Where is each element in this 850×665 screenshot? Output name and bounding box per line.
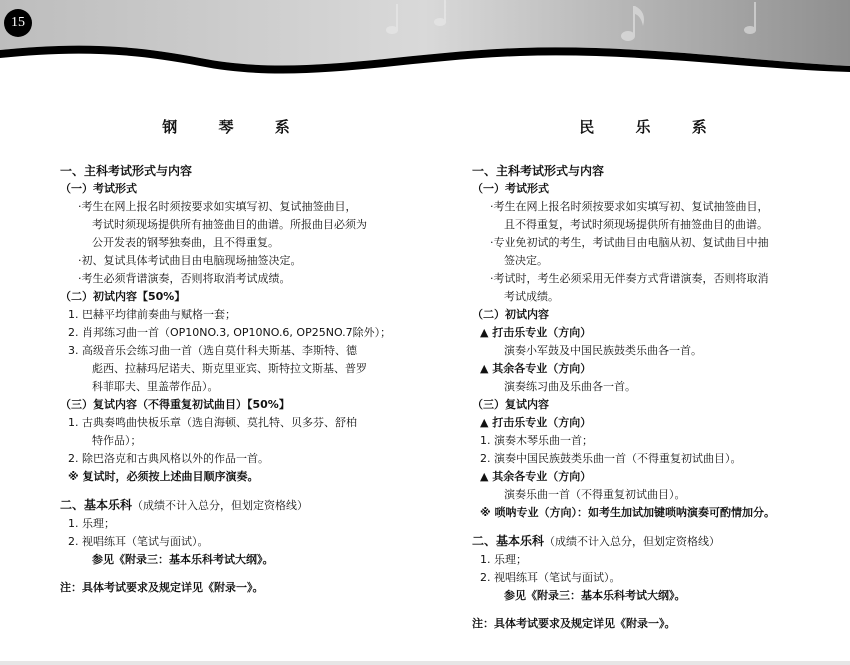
section-heading-row	[472, 532, 832, 551]
list-item: 2. 肖邦练习曲一首（OP10NO.3, OP10NO.6, OP25NO.7除外）；	[68, 326, 392, 339]
section-heading: 一、主科考试形式与内容	[60, 164, 193, 178]
text-line: 演奏乐曲一首（不得重复初试曲目）。	[504, 488, 686, 501]
page-number: 15	[4, 9, 32, 37]
list-item: 3. 高级音乐会练习曲一首（选自莫什科夫斯基、李斯特、德	[68, 344, 357, 357]
list-item: 2. 除巴洛克和古典风格以外的作品一首。	[68, 452, 269, 465]
list-item: 2. 视唱练耳（笔试与面试）。	[68, 535, 209, 548]
section-heading-note: （成绩不计入总分，但划定资格线）	[544, 535, 721, 548]
section-heading: 一、主科考试形式与内容	[472, 164, 605, 178]
text-line: 公开发表的钢琴独奏曲，且不得重复。	[92, 236, 279, 249]
list-item: 1. 巴赫平均律前奏曲与赋格一套；	[68, 308, 236, 321]
piano-department-title: 钢 琴 系	[162, 118, 308, 136]
text-line: 科菲耶夫、里盖蒂作品）。	[92, 380, 219, 393]
text-line: ·考生在网上报名时须按要求如实填写初、复试抽签曲目，	[490, 200, 769, 213]
subsection-heading: （二）初试内容	[472, 308, 549, 321]
triangle-heading: ▲ 打击乐专业（方向）	[480, 326, 592, 339]
subsection-heading: （一）考试形式	[472, 182, 549, 195]
text-line: ·专业免初试的考生，考试曲目由电脑从初、复试曲目中抽	[490, 236, 769, 249]
reference-line: 参见《附录三：基本乐科考试大纲》。	[92, 553, 274, 566]
footnote: 注：具体考试要求及规定详见《附录一》。	[472, 617, 676, 630]
list-item: 2. 演奏中国民族鼓类乐曲一首（不得重复初试曲目）。	[480, 452, 742, 465]
list-item: 1. 演奏木琴乐曲一首；	[480, 434, 593, 447]
list-item: 1. 乐理；	[68, 517, 115, 530]
subsection-heading: （三）复试内容（不得重复初试曲目）【50%】	[60, 398, 290, 411]
footnote: 注：具体考试要求及规定详见《附录一》。	[60, 581, 264, 594]
header-banner	[0, 0, 850, 80]
section-heading: 二、基本乐科	[472, 534, 545, 548]
text-line: 演奏练习曲及乐曲各一首。	[504, 380, 636, 393]
triangle-heading: ▲ 打击乐专业（方向）	[480, 416, 592, 429]
note-line: ※ 复试时，必须按上述曲目顺序演奏。	[68, 470, 259, 483]
folk-music-department-column	[472, 118, 832, 633]
triangle-heading: ▲ 其余各专业（方向）	[480, 362, 592, 375]
text-line: ·考试时，考生必须采用无伴奏方式背谱演奏，否则将取消	[490, 272, 769, 285]
text-line: 彪西、拉赫玛尼诺夫、斯克里亚宾、斯特拉文斯基、普罗	[92, 362, 367, 375]
list-item: 1. 乐理；	[480, 553, 527, 566]
text-line: 考试时须现场提供所有抽签曲目的曲谱。所报曲目必须为	[92, 218, 367, 231]
list-item: 1. 古典奏鸣曲快板乐章（选自海顿、莫扎特、贝多芬、舒柏	[68, 416, 357, 429]
section-heading: 二、基本乐科	[60, 498, 133, 512]
text-line: 签决定。	[504, 254, 548, 267]
text-line: 且不得重复，考试时须现场提供所有抽签曲目的曲谱。	[504, 218, 768, 231]
folk-department-title: 民 乐 系	[579, 118, 725, 136]
section-heading-note: （成绩不计入总分，但划定资格线）	[132, 499, 309, 512]
triangle-heading: ▲ 其余各专业（方向）	[480, 470, 592, 483]
text-line: ·初、复试具体考试曲目由电脑现场抽签决定。	[78, 254, 302, 267]
list-item: 2. 视唱练耳（笔试与面试）。	[480, 571, 621, 584]
text-line: 考试成绩。	[504, 290, 559, 303]
note-line: ※ 唢呐专业（方向）：如考生加试加键唢呐演奏可酌情加分。	[480, 506, 776, 519]
subsection-heading: （二）初试内容【50%】	[60, 290, 186, 303]
text-line: 演奏小军鼓及中国民族鼓类乐曲各一首。	[504, 344, 702, 357]
text-line: ·考生必须背谱演奏，否则将取消考试成绩。	[78, 272, 291, 285]
subsection-heading: （一）考试形式	[60, 182, 137, 195]
section-heading-row	[60, 496, 410, 515]
bottom-divider	[0, 661, 850, 665]
text-line: 特作品）；	[92, 434, 142, 447]
reference-line: 参见《附录三：基本乐科考试大纲》。	[504, 589, 686, 602]
subsection-heading: （三）复试内容	[472, 398, 549, 411]
text-line: ·考生在网上报名时须按要求如实填写初、复试抽签曲目，	[78, 200, 357, 213]
piano-department-column	[60, 118, 410, 597]
